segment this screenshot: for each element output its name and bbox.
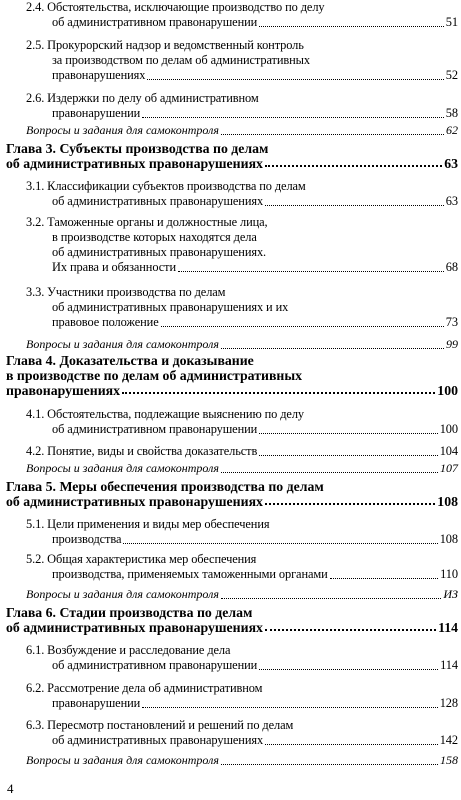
toc-entry-questions[interactable] <box>6 123 458 138</box>
dot-leader <box>221 472 438 473</box>
dot-leader <box>265 503 435 505</box>
toc-entry-line <box>26 753 458 768</box>
toc-entry-questions[interactable] <box>6 753 458 768</box>
dot-leader <box>265 744 438 745</box>
toc-entry-line <box>26 337 458 352</box>
dot-leader <box>147 79 443 80</box>
toc-entry-section[interactable] <box>6 0 458 30</box>
dot-leader <box>265 629 436 631</box>
toc-entry-text: 4.2. Понятие, виды и свойства доказательств <box>26 444 258 458</box>
toc-page-number: 62 <box>446 123 458 137</box>
toc-entry-text: 3.1. Классификации субъектов производства по делам <box>26 179 306 193</box>
toc-entry-line <box>6 444 458 459</box>
toc-page-number: 73 <box>445 315 458 329</box>
dot-leader <box>259 26 444 27</box>
toc-entry-line <box>6 0 458 15</box>
toc-entry-text: правонарушениях <box>6 383 121 398</box>
dot-leader <box>161 326 444 327</box>
toc-entry-text: 6.3. Пересмотр постановлений и решений по делам <box>26 718 294 732</box>
toc-entry-line <box>6 230 458 245</box>
toc-entry-text: правонарушении <box>52 696 141 710</box>
toc-entry-text: производства, применяемых таможенными органами <box>52 567 328 581</box>
toc-page-number: 100 <box>437 383 458 398</box>
toc-entry-section[interactable] <box>6 38 458 83</box>
toc-page-number: 63 <box>444 156 458 171</box>
dot-leader <box>221 764 438 765</box>
toc-entry-line <box>6 106 458 121</box>
toc-page-number: 63 <box>445 194 458 208</box>
toc-entry-questions[interactable] <box>6 461 458 476</box>
toc-page-number: 51 <box>445 15 458 29</box>
toc-entry-section[interactable] <box>6 407 458 437</box>
toc-entry-text: об административных правонарушениях <box>52 733 264 747</box>
toc-page-number: 110 <box>440 567 458 581</box>
dot-leader <box>259 433 438 434</box>
dot-leader <box>142 707 438 708</box>
toc-entry-questions[interactable] <box>6 587 458 602</box>
toc-entry-line <box>6 733 458 748</box>
toc-page-number: 104 <box>439 444 458 458</box>
toc-page-number: 58 <box>445 106 458 120</box>
toc-entry-text: об административных правонарушениях <box>6 494 263 509</box>
dot-leader <box>259 455 437 456</box>
toc-entry-line <box>6 658 458 673</box>
toc-entry-text: об административных правонарушениях <box>52 194 264 208</box>
toc-entry-text: об административном правонарушении <box>52 658 258 672</box>
toc-page-number: 68 <box>445 260 458 274</box>
toc-page-number: 158 <box>440 753 458 767</box>
toc-entry-line <box>6 68 458 83</box>
toc-entry-line <box>6 552 458 567</box>
dot-leader <box>221 348 444 349</box>
toc-entry-text: за производством по делам об административных <box>52 53 310 67</box>
dot-leader <box>221 134 444 135</box>
dot-leader <box>265 165 442 167</box>
toc-entry-section[interactable] <box>6 718 458 748</box>
toc-entry-text: Их права и обязанности <box>52 260 176 274</box>
toc-entry-line <box>6 422 458 437</box>
toc-entry-text: 4.1. Обстоятельства, подлежащие выяснению по делу <box>26 407 305 421</box>
toc-entry-line <box>6 383 458 398</box>
dot-leader <box>123 543 437 544</box>
page-number: 4 <box>7 781 14 796</box>
dot-leader <box>259 669 438 670</box>
toc-page-number: 114 <box>438 620 458 635</box>
toc-entry-text: правовое положение <box>52 315 159 329</box>
toc-entry-line <box>6 315 458 330</box>
toc-entry-section[interactable] <box>6 444 458 459</box>
toc-entry-section[interactable] <box>6 552 458 582</box>
toc-page-number: 114 <box>440 658 458 672</box>
toc-entry-text: об административных правонарушениях <box>6 620 263 635</box>
toc-entry-line <box>6 300 458 315</box>
toc-entry-section[interactable] <box>6 285 458 330</box>
toc-entry-line <box>6 91 458 106</box>
toc-page-number: 142 <box>439 733 458 747</box>
toc-entry-text: 2.6. Издержки по делу об административном <box>26 91 259 105</box>
toc-entry-line <box>6 696 458 711</box>
toc-entry-line <box>6 681 458 696</box>
toc-entry-text: правонарушении <box>52 106 141 120</box>
toc-page-number: 99 <box>446 337 458 351</box>
dot-leader <box>178 271 444 272</box>
toc-entry-line <box>6 156 458 171</box>
toc-entry-chapter[interactable] <box>6 479 458 509</box>
dot-leader <box>142 117 444 118</box>
toc-entry-text: об административном правонарушении <box>52 422 258 436</box>
toc-entry-line <box>6 353 458 368</box>
toc-page-number: ИЗ <box>443 587 458 601</box>
toc-entry-text: Вопросы и задания для самоконтроля <box>26 587 219 601</box>
dot-leader <box>330 578 439 579</box>
toc-entry-line <box>6 38 458 53</box>
toc-entry-text: Глава 6. Стадии производства по делам <box>6 605 253 620</box>
toc-page-number: 100 <box>439 422 458 436</box>
toc-entry-text: 2.5. Прокурорский надзор и ведомственный контроль <box>26 38 304 52</box>
toc-page-number: 108 <box>437 494 458 509</box>
toc-page-number: 52 <box>445 68 458 82</box>
toc-entry-line <box>6 194 458 209</box>
toc-entry-line <box>6 567 458 582</box>
toc-entry-text: Вопросы и задания для самоконтроля <box>26 337 219 351</box>
toc-entry-text: 5.2. Общая характеристика мер обеспечения <box>26 552 257 566</box>
toc-page-number: 108 <box>439 532 458 546</box>
toc-entry-line <box>6 368 458 383</box>
toc-page-number: 128 <box>439 696 458 710</box>
toc-entry-line <box>6 260 458 275</box>
toc-entry-text: производства <box>52 532 122 546</box>
toc-entry-line <box>6 620 458 635</box>
toc-entry-line <box>6 605 458 620</box>
toc-page-number: 107 <box>440 461 458 475</box>
toc-entry-text: Вопросы и задания для самоконтроля <box>26 123 219 137</box>
toc-entry-line <box>6 532 458 547</box>
toc-entry-line <box>6 245 458 260</box>
toc-entry-text: Глава 4. Доказательства и доказывание <box>6 353 254 368</box>
toc-entry-text: 6.2. Рассмотрение дела об административном <box>26 681 263 695</box>
toc-entry-section[interactable] <box>6 179 458 209</box>
toc-entry-text: правонарушениях <box>52 68 146 82</box>
toc-entry-text: об административных правонарушениях. <box>52 245 267 259</box>
toc-entry-line <box>26 587 458 602</box>
toc-entry-line <box>6 494 458 509</box>
toc-entry-text: об административном правонарушении <box>52 15 258 29</box>
toc-entry-text: 3.2. Таможенные органы и должностные лица, <box>26 215 268 229</box>
toc-entry-line <box>6 179 458 194</box>
toc-entry-chapter[interactable] <box>6 605 458 635</box>
toc-entry-text: 2.4. Обстоятельства, исключающие производство по делу <box>26 0 325 14</box>
toc-entry-line <box>26 123 458 138</box>
toc-entry-section[interactable] <box>6 643 458 673</box>
toc-entry-line <box>6 718 458 733</box>
toc-entry-text: Глава 3. Субъекты производства по делам <box>6 141 269 156</box>
toc-entry-text: об административных правонарушениях и их <box>52 300 289 314</box>
toc-entry-text: Глава 5. Меры обеспечения производства по делам <box>6 479 324 494</box>
toc-entry-text: Вопросы и задания для самоконтроля <box>26 461 219 475</box>
toc-entry-line <box>6 643 458 658</box>
toc-entry-section[interactable] <box>6 517 458 547</box>
toc-entry-line <box>6 141 458 156</box>
toc-entry-line <box>6 285 458 300</box>
toc-entry-questions[interactable] <box>6 337 458 352</box>
toc-entry-text: в производстве которых находятся дела <box>52 230 257 244</box>
toc-entry-text: об административных правонарушениях <box>6 156 263 171</box>
toc-entry-chapter[interactable] <box>6 353 458 398</box>
toc-entry-line <box>26 461 458 476</box>
toc-entry-text: в производстве по делам об административных <box>6 368 303 383</box>
toc-entry-text: Вопросы и задания для самоконтроля <box>26 753 219 767</box>
dot-leader <box>122 392 435 394</box>
toc-entry-line <box>6 407 458 422</box>
toc-entry-line <box>6 517 458 532</box>
toc-entry-line <box>6 479 458 494</box>
toc-entry-chapter[interactable] <box>6 141 458 171</box>
toc-entry-section[interactable] <box>6 681 458 711</box>
toc-entry-section[interactable] <box>6 91 458 121</box>
toc-entry-line <box>6 53 458 68</box>
toc-entry-line <box>6 15 458 30</box>
toc-entry-text: 3.3. Участники производства по делам <box>26 285 226 299</box>
toc-entry-text: 6.1. Возбуждение и расследование дела <box>26 643 231 657</box>
toc-entry-text: 5.1. Цели применения и виды мер обеспечения <box>26 517 270 531</box>
toc-entry-line <box>6 215 458 230</box>
dot-leader <box>221 598 441 599</box>
dot-leader <box>265 205 444 206</box>
toc-entry-section[interactable] <box>6 215 458 275</box>
